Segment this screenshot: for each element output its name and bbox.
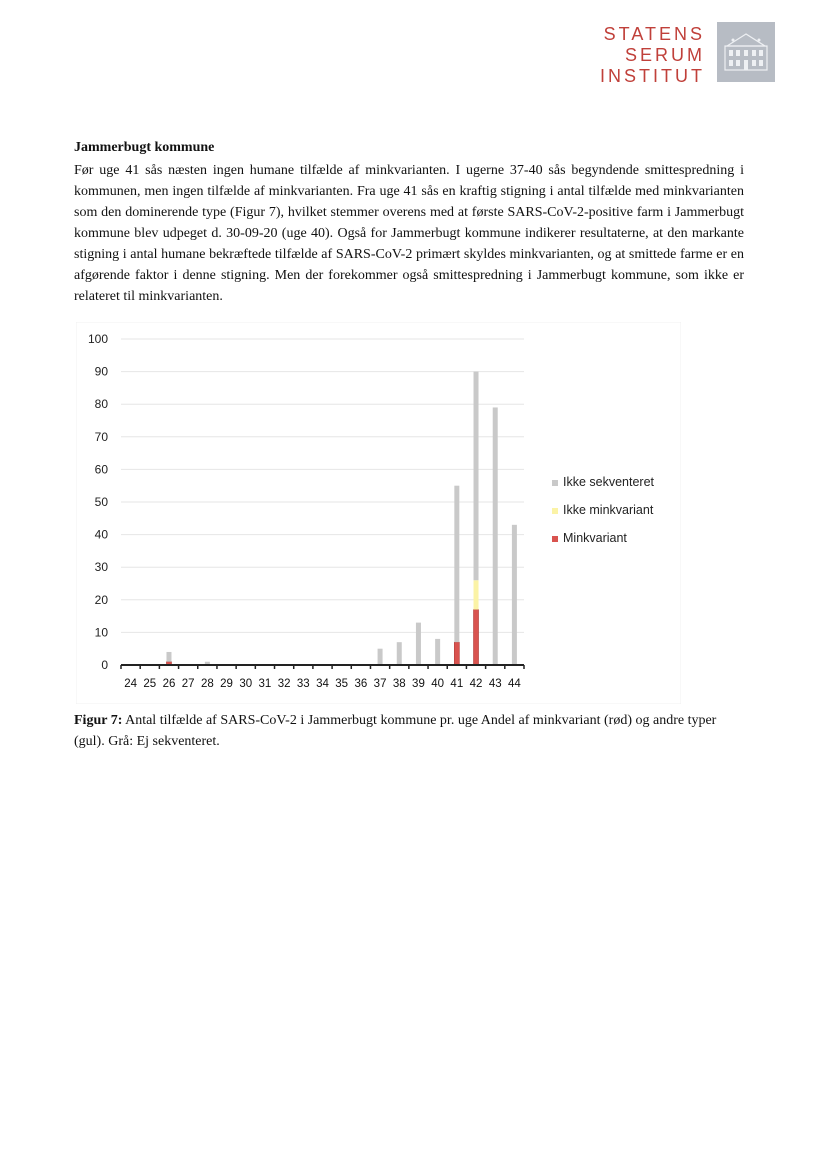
building-emblem-icon — [717, 22, 775, 82]
x-tick-label: 40 — [431, 678, 445, 690]
y-tick-label: 30 — [94, 560, 108, 575]
x-tick-label: 26 — [162, 678, 176, 690]
caption-label: Figur 7: — [74, 713, 123, 728]
logo-text — [600, 24, 705, 87]
bar-segment — [474, 610, 479, 665]
bar-segment — [454, 642, 459, 665]
x-tick-label: 30 — [239, 678, 253, 690]
section-heading: Jammerbugt kommune — [74, 140, 215, 155]
x-tick-label: 25 — [143, 678, 157, 690]
x-tick-label: 42 — [469, 678, 483, 690]
y-tick-label: 100 — [87, 332, 108, 346]
x-tick-label: 33 — [296, 678, 310, 690]
section-body: Før uge 41 sås næsten ingen humane tilfælde af minkvarianten. I ugerne 37-40 sås begyndende smittespredning i kommunen, men ingen tilfælde af minkvarianten. Fra uge 41 sås en kraftig stigning i antal tilfælde med minkvarianten som den dominerende type (Figur 7), hvilket stemmer overens med at første SARS-CoV-2-positive farm i Jammerbugt kommune blev udpeget d. 30-09-20 (uge 40). Også for Jammerbugt kommune indikerer resultaterne, at den markante stigning i antal humane bekræftede tilfælde af SARS-CoV-2 primært skyldes minkvarianten, og at smittede farme er en afgørende faktor i denne stigning. Men der forekommer også smittespredning i Jammerbugt kommune, som ikke er relateret til minkvarianten. — [74, 163, 744, 304]
caption-text: Antal tilfælde af SARS-CoV-2 i Jammerbugt kommune pr. uge Andel af minkvariant (rød) og andre typer (gul). Grå: Ej sekventeret. — [74, 713, 717, 749]
x-tick-label: 41 — [450, 678, 464, 690]
legend-label: Ikke minkvariant — [563, 503, 654, 517]
x-tick-label: 44 — [508, 678, 521, 690]
bar-segment — [416, 623, 421, 665]
x-tick-label: 28 — [200, 678, 214, 690]
bar-segment — [435, 639, 440, 665]
x-tick-label: 32 — [277, 678, 291, 690]
chart-svg — [76, 322, 681, 704]
legend-swatch — [552, 508, 558, 514]
x-tick-label: 38 — [392, 678, 406, 690]
y-tick-label: 0 — [101, 658, 108, 672]
figure-7-chart — [76, 322, 681, 704]
y-tick-label: 60 — [94, 462, 108, 477]
bar-segment — [474, 372, 479, 581]
x-tick-label: 29 — [220, 678, 233, 690]
y-tick-label: 80 — [94, 397, 108, 412]
x-tick-label: 43 — [488, 678, 502, 690]
legend-swatch — [552, 536, 558, 542]
bar-segment — [166, 652, 171, 662]
bar-segment — [474, 580, 479, 609]
legend-swatch — [552, 480, 558, 486]
y-tick-label: 70 — [94, 429, 108, 444]
legend-label: Ikke sekventeret — [563, 475, 655, 489]
x-tick-label: 24 — [124, 678, 137, 690]
legend-label: Minkvariant — [563, 531, 627, 545]
figure-caption — [74, 710, 749, 752]
x-tick-label: 39 — [412, 678, 425, 690]
y-tick-label: 40 — [94, 527, 108, 542]
x-tick-label: 34 — [316, 678, 329, 690]
y-tick-label: 10 — [94, 625, 108, 640]
x-tick-label: 36 — [354, 678, 368, 690]
bar-segment — [512, 525, 517, 665]
y-tick-label: 20 — [94, 592, 108, 607]
y-tick-label: 90 — [94, 364, 108, 379]
x-tick-label: 35 — [335, 678, 349, 690]
x-tick-label: 31 — [258, 678, 272, 690]
bar-segment — [493, 407, 498, 665]
ssi-logo — [600, 22, 775, 87]
logo-line-3: INSTITUT — [600, 66, 705, 86]
y-tick-label: 50 — [94, 495, 108, 509]
x-tick-label: 27 — [181, 678, 195, 690]
logo-line-1: STATENS — [603, 24, 705, 44]
text-section — [74, 140, 744, 307]
bar-segment — [454, 486, 459, 642]
bar-segment — [378, 649, 383, 665]
bar-segment — [397, 642, 402, 665]
x-tick-label: 37 — [373, 678, 387, 690]
logo-line-2: SERUM — [624, 45, 705, 65]
